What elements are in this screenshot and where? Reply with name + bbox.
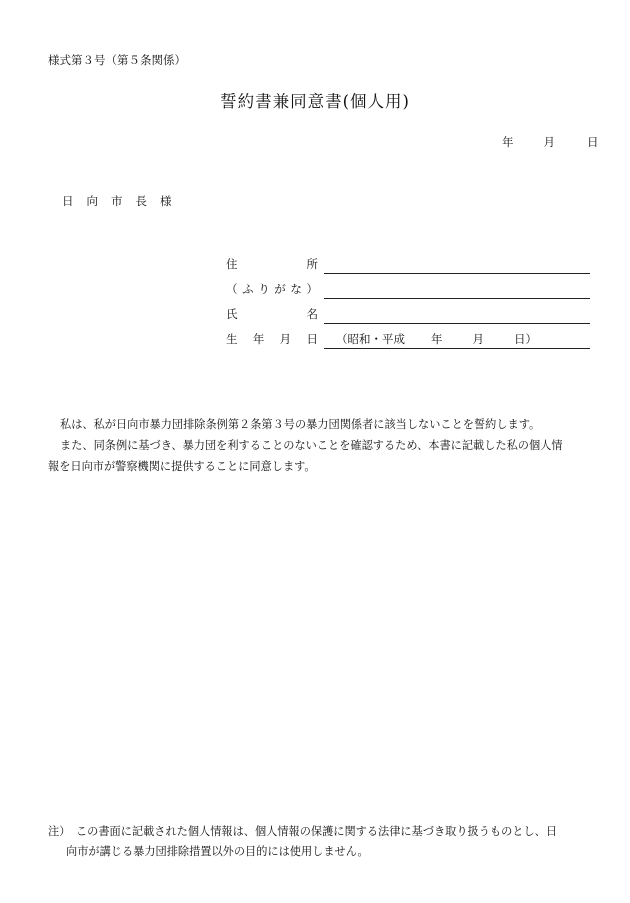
pledge-paragraph-2-line-1: また、同条例に基づき、暴力団を利することのないことを確認するため、本書に記載した私の個人情 — [60, 439, 563, 452]
label-char: 名 — [306, 307, 318, 321]
pledge-body — [48, 414, 588, 477]
address-label — [226, 256, 318, 272]
label-char: 日 — [306, 332, 318, 346]
address-field[interactable] — [226, 256, 590, 274]
note — [48, 822, 593, 862]
birthdate-year: 年 — [431, 332, 443, 346]
address-line[interactable] — [324, 259, 590, 274]
label-char: 年 — [252, 332, 265, 346]
furigana-field[interactable] — [226, 281, 590, 299]
label-char: 月 — [279, 332, 292, 346]
pledge-paragraph-1: 私は、私が日向市暴力団排除条例第２条第３号の暴力団関係者に該当しないことを誓約します。 — [60, 418, 541, 431]
note-line-2: 向市が講じる暴力団排除措置以外の目的には使用しません。 — [66, 845, 369, 858]
birthdate-field[interactable] — [226, 331, 590, 349]
addressee: 日向市長様 — [62, 194, 185, 208]
label-char: 住 — [226, 257, 238, 271]
form-number: 様式第３号（第５条関係） — [48, 53, 186, 67]
name-line[interactable] — [324, 309, 590, 324]
date-line — [502, 134, 599, 150]
label-char: （ — [226, 282, 238, 296]
pledge-paragraph-2-line-2: 報を日向市が警察機関に提供することに同意します。 — [48, 460, 316, 473]
date-month-label: 月 — [543, 135, 555, 149]
date-year-label: 年 — [502, 135, 514, 149]
label-char: 所 — [306, 257, 318, 271]
birthdate-values — [336, 331, 537, 347]
name-label — [226, 306, 318, 322]
label-char: 氏 — [226, 307, 238, 321]
label-char: な — [290, 282, 302, 296]
name-field[interactable] — [226, 306, 590, 324]
date-day-label: 日 — [587, 135, 599, 149]
label-char: り — [258, 282, 270, 296]
note-line-1: 注） この書面に記載された個人情報は、個人情報の保護に関する法律に基づき取り扱うものとし、日 — [48, 825, 558, 838]
birthdate-month: 月 — [472, 332, 484, 346]
birthdate-era: （昭和・平成 — [336, 332, 405, 346]
label-char: ） — [306, 282, 318, 296]
furigana-line[interactable] — [324, 284, 590, 299]
label-char: ふ — [242, 282, 254, 296]
label-char: が — [274, 282, 286, 296]
document-title: 誓約書兼同意書(個人用) — [220, 92, 410, 111]
birthdate-label — [226, 331, 318, 347]
birthdate-day: 日） — [514, 332, 537, 346]
label-char: 生 — [226, 332, 238, 346]
furigana-label — [226, 281, 318, 297]
